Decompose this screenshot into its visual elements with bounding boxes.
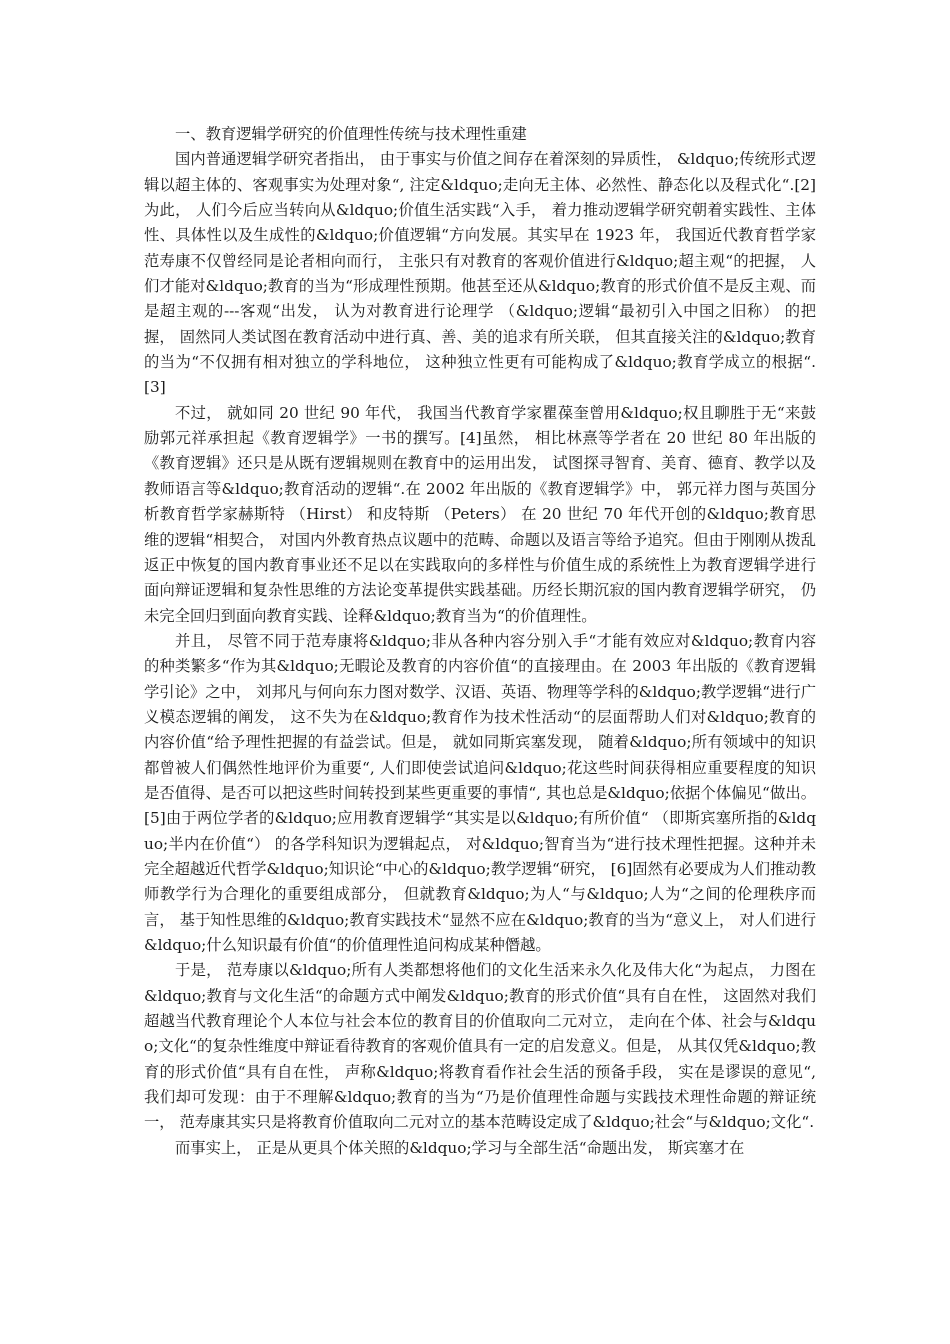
document-body (144, 122, 816, 1161)
paragraph-5: 而事实上， 正是从更具个体关照的&ldquo;学习与全部生活“命题出发， 斯宾塞才在 (175, 1138, 745, 1157)
paragraph-2: 不过， 就如同 20 世纪 90 年代， 我国当代教育学家瞿葆奎曾用&ldquo;权且聊胜于无“来鼓励郭元祥承担起《教育逻辑学》一书的撰写。[4]虽然， 相比林熹等学者在 20 世纪 80 年出版的《教育逻辑》还只是从既有逻辑规则在教育中的运用出发， 试图探寻智育、美育、德育、教学以及教师语言等&ldquo;教育活动的逻辑“.在 2002 年出版的《教育逻辑学》中， 郭元祥力图与英国分析教育哲学家赫斯特 （Hirst） 和皮特斯 （Peters） 在 20 世纪 70 年代开创的&ldquo;教育思维的逻辑“相契合， 对国内外教育热点议题中的范畴、命题以及语言等给予追究。但由于刚刚从拨乱返正中恢复的国内教育事业还不足以在实践取向的多样性与价值生成的系统性上为教育逻辑学进行面向辩证逻辑和复杂性思维的方法论变革提供实践基础。历经长期沉寂的国内教育逻辑学研究， 仍未完全回归到面向教育实践、诠释&ldquo;教育当为“的价值理性。 (144, 403, 816, 625)
paragraph-1: 国内普通逻辑学研究者指出， 由于事实与价值之间存在着深刻的异质性， &ldquo;传统形式逻辑以超主体的、客观事实为处理对象“, 注定&ldquo;走向无主体、必然性、静态化以及程式化“.[2]为此， 人们今后应当转向从&ldquo;价值生活实践“入手， 着力推动逻辑学研究朝着实践性、主体性、具体性以及生成性的&ldquo;价值逻辑“方向发展。其实早在 1923 年， 我国近代教育哲学家范寿康不仅曾经同是论者相向而行， 主张只有对教育的客观价值进行&ldquo;超主观“的把握， 人们才能对&ldquo;教育的当为“形成理性预期。他甚至还从&ldquo;教育的形式价值不是反主观、而是超主观的---客观“出发， 认为对教育进行论理学 （&ldquo;逻辑“最初引入中国之旧称） 的把握， 固然同人类试图在教育活动中进行真、善、美的追求有所关联， 但其直接关注的&ldquo;教育的当为“不仅拥有相对独立的学科地位， 这种独立性更有可能构成了&ldquo;教育学成立的根据“.[3] (144, 150, 816, 397)
paragraph-4: 于是， 范寿康以&ldquo;所有人类都想将他们的文化生活来永久化及伟大化“为起点， 力图在&ldquo;教育与文化生活“的命题方式中阐发&ldquo;教育的形式价值“具有自在性， 这固然对我们超越当代教育理论个人本位与社会本位的教育目的价值取向二元对立， 走向在个体、社会与&ldquo;文化“的复杂性维度中辩证看待教育的客观价值具有一定的启发意义。但是， 从其仅凭&ldquo;教育的形式价值“具有自在性， 声称&ldquo;将教育看作社会生活的预备手段， 实在是谬误的意见“, 我们却可发现：由于不理解&ldquo;教育的当为“乃是价值理性命题与实践技术理性命题的辩证统一， 范寿康其实只是将教育价值取向二元对立的基本范畴设定成了&ldquo;社会“与&ldquo;文化“. (144, 961, 816, 1132)
section-heading: 一、教育逻辑学研究的价值理性传统与技术理性重建 (175, 125, 527, 143)
paragraph-3: 并且， 尽管不同于范寿康将&ldquo;非从各种内容分别入手“才能有效应对&ldquo;教育内容的种类繁多“作为其&ldquo;无暇论及教育的内容价值“的直接理由。在 2003 年出版的《教育逻辑学引论》之中， 刘邦凡与何向东力图对数学、汉语、英语、物理等学科的&ldquo;教学逻辑“进行广义模态逻辑的阐发， 这不失为在&ldquo;教育作为技术性活动“的层面帮助人们对&ldquo;教育的内容价值“给予理性把握的有益尝试。但是， 就如同斯宾塞发现， 随着&ldquo;所有领域中的知识都曾被人们偶然性地评价为重要“, 人们即使尝试追问&ldquo;花这些时间获得相应重要程度的知识是否值得、是否可以把这些时间转投到某些更重要的事情“, 其也总是&ldquo;依据个体偏见“做出。[5]由于两位学者的&ldquo;应用教育逻辑学“其实是以&ldquo;有所价值“ （即斯宾塞所指的&ldquo;半内在价值“） 的各学科知识为逻辑起点， 对&ldquo;智育当为“进行技术理性把握。这种并未完全超越近代哲学&ldquo;知识论“中心的&ldquo;教学逻辑“研究， [6]固然有必要成为人们推动教师教学行为合理化的重要组成部分， 但就教育&ldquo;为人“与&ldquo;人为“之间的伦理秩序而言， 基于知性思维的&ldquo;教育实践技术“显然不应在&ldquo;教育的当为“意义上， 对人们进行&ldquo;什么知识最有价值“的价值理性追问构成某种僭越。 (144, 631, 816, 954)
